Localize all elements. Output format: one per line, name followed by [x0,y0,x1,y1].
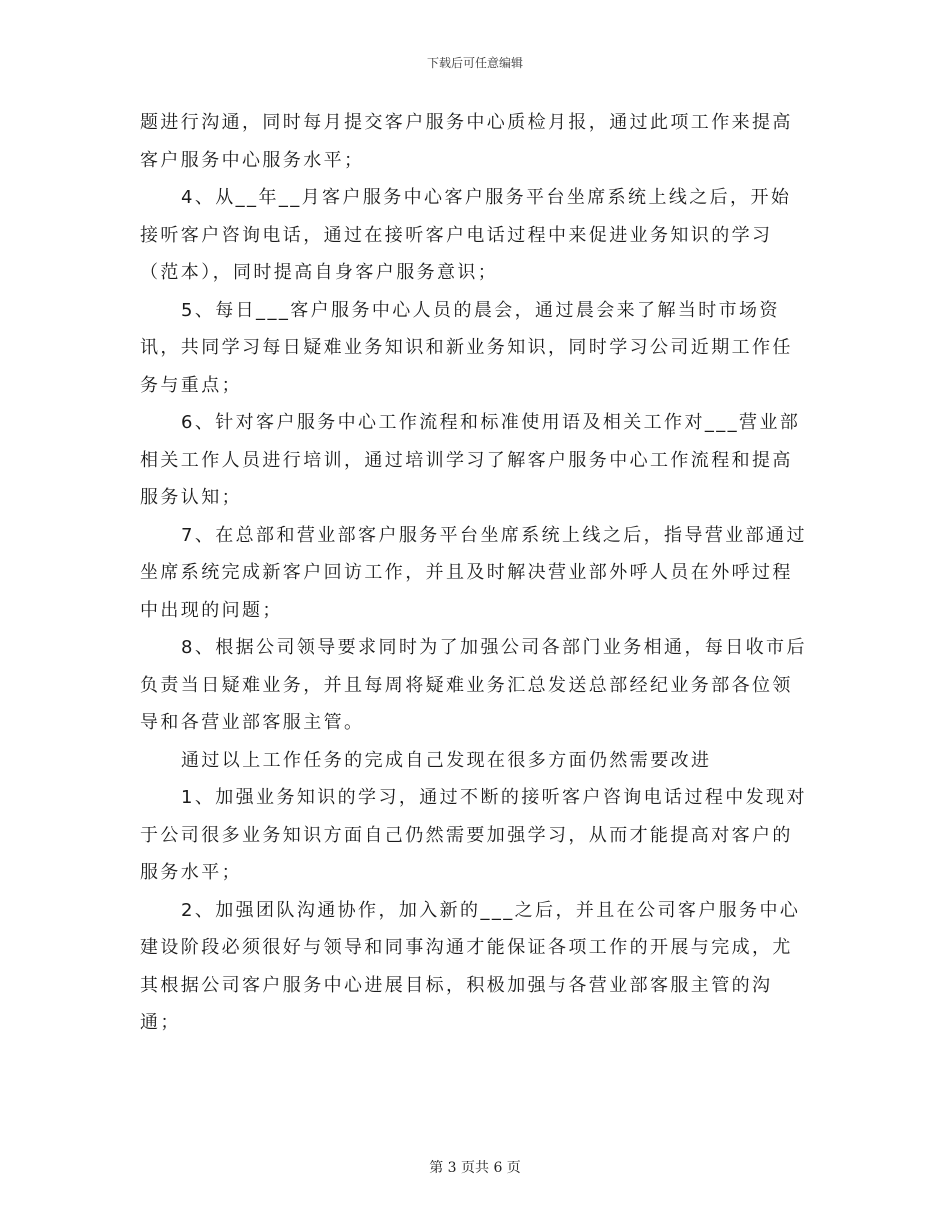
paragraph: 7、在总部和营业部客户服务平台坐席系统上线之后，指导营业部通过坐席系统完成新客户回访工作，并且及时解决营业部外呼人员在外呼过程中出现的问题； [140,524,807,621]
paragraph: 8、根据公司领导要求同时为了加强公司各部门业务相通，每日收市后负责当日疑难业务，并且每周将疑难业务汇总发送总部经纪业务部各位领导和各营业部客服主管。 [140,637,807,733]
paragraph: 1、加强业务知识的学习，通过不断的接听客户咨询电话过程中发现对于公司很多业务知识方面自己仍然需要加强学习，从而才能提高对客户的服务水平； [140,787,807,883]
page-number-footer: 第 3 页共 6 页 [429,1160,521,1176]
paragraph: 5、每日___客户服务中心人员的晨会，通过晨会来了解当时市场资讯，共同学习每日疑难业务知识和新业务知识，同时学习公司近期工作任务与重点； [140,299,793,396]
paragraph: 4、从__年__月客户服务中心客户服务平台坐席系统上线之后，开始接听客户咨询电话，通过在接听客户电话过程中来促进业务知识的学习（范本），同时提高自身客户服务意识； [140,187,792,283]
paragraph: 通过以上工作任务的完成自己发现在很多方面仍然需要改进 [181,749,712,771]
page-header: 下载后可任意编辑 [426,56,523,70]
document-body [140,104,810,1042]
paragraph: 2、加强团队沟通协作，加入新的___之后，并且在公司客户服务中心建设阶段必须很好与领导和同事沟通才能保证各项工作的开展与完成，尤其根据公司客户服务中心进展目标，积极加强与各营业部客服主管的沟通； [140,899,801,1033]
paragraph: 题进行沟通，同时每月提交客户服务中心质检月报，通过此项工作来提高客户服务中心服务水平； [140,112,793,171]
paragraph: 6、针对客户服务中心工作流程和标准使用语及相关工作对___营业部相关工作人员进行培训，通过培训学习了解客户服务中心工作流程和提高服务认知； [140,412,801,508]
